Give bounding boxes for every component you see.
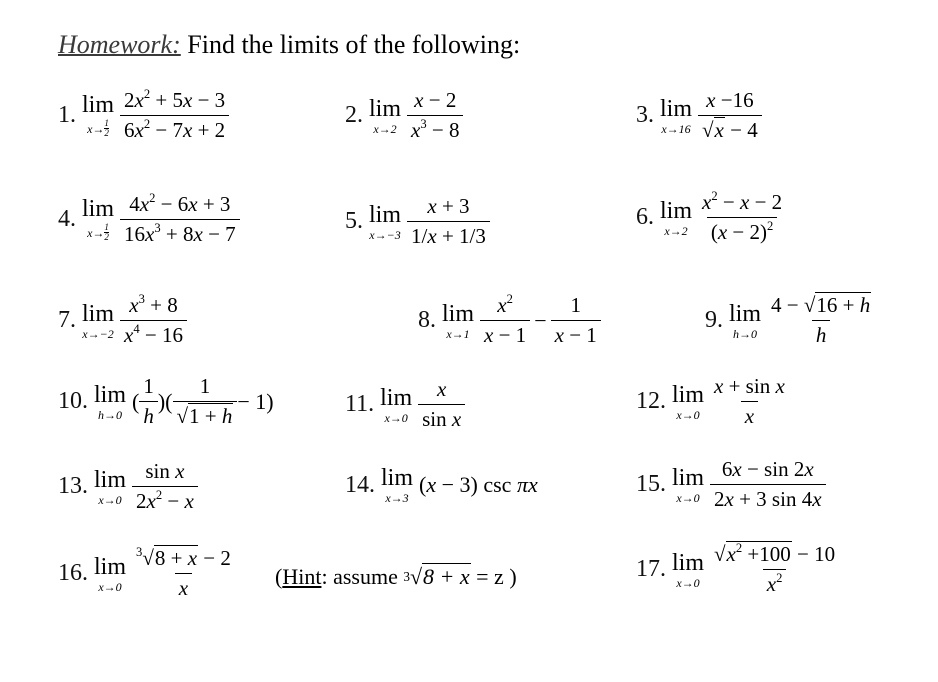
root-sign: √ bbox=[409, 563, 423, 589]
problem-number: 12. bbox=[636, 388, 666, 415]
numerator: 1 bbox=[199, 374, 211, 398]
limit-operator bbox=[672, 383, 704, 421]
fraction bbox=[132, 459, 198, 514]
limit-operator bbox=[369, 97, 401, 135]
problem-number: 13. bbox=[58, 473, 88, 500]
hint-radicand: 8 + x bbox=[423, 564, 470, 589]
numerator: $4x^2 - 6x + 3$ bbox=[129, 191, 231, 216]
paren: ( bbox=[132, 388, 140, 414]
limit-subscript: x→0 bbox=[98, 492, 122, 507]
lim-word: lim bbox=[660, 95, 693, 122]
problem-2 bbox=[345, 88, 463, 143]
fraction bbox=[407, 88, 463, 143]
limit-subscript: x→0 bbox=[676, 407, 700, 422]
denominator: x bbox=[175, 573, 192, 601]
lim-word: lim bbox=[369, 201, 402, 228]
lim-word: lim bbox=[82, 196, 115, 223]
problem-3 bbox=[636, 88, 762, 143]
fraction bbox=[480, 293, 530, 348]
problem-8 bbox=[418, 293, 601, 348]
fraction bbox=[120, 88, 229, 143]
numerator: x −16 bbox=[706, 88, 754, 112]
problem-4 bbox=[58, 192, 240, 247]
problem-number: 16. bbox=[58, 560, 88, 587]
problem-number: 11. bbox=[345, 391, 375, 418]
denominator: √1 + h bbox=[173, 401, 238, 429]
limit-operator bbox=[672, 466, 704, 504]
numerator: x bbox=[437, 377, 447, 401]
fraction bbox=[710, 457, 826, 512]
problem-number: 6. bbox=[636, 204, 654, 231]
fraction bbox=[698, 190, 786, 245]
denominator: $x^2$ bbox=[763, 569, 787, 597]
problem-17 bbox=[636, 542, 839, 597]
problem-number: 10. bbox=[58, 388, 88, 415]
limit-subscript: x→2 bbox=[373, 121, 397, 136]
fraction bbox=[120, 192, 240, 247]
limit-subscript: x→0 bbox=[98, 579, 122, 594]
limit-subscript: x→2 bbox=[664, 223, 688, 238]
fraction bbox=[139, 374, 158, 429]
limit-subscript: x→−3 bbox=[369, 227, 401, 242]
problem-6 bbox=[636, 190, 786, 245]
limit-operator bbox=[94, 468, 126, 506]
problem-number: 14. bbox=[345, 471, 375, 498]
limit-subscript: x→3 bbox=[385, 491, 409, 505]
denominator: $6x^2 - 7x + 2$ bbox=[120, 115, 229, 143]
problem-5 bbox=[345, 194, 490, 249]
lim-word: lim bbox=[672, 549, 705, 576]
hint: ( Hint : assume 3 √ 8 + x = z ) bbox=[275, 563, 517, 589]
numerator: $√x^2 +100 - 10$ bbox=[714, 541, 836, 566]
limit-operator bbox=[729, 302, 761, 340]
lim-word: lim bbox=[82, 92, 115, 119]
paren: )( bbox=[157, 388, 173, 414]
limit-operator bbox=[381, 466, 413, 504]
numerator: $x^2$ bbox=[497, 292, 513, 317]
homework-label: Homework: bbox=[58, 30, 181, 59]
lim-word: lim bbox=[381, 465, 414, 491]
problem-14 bbox=[345, 466, 538, 504]
denominator: sin x bbox=[418, 404, 465, 432]
limit-operator bbox=[660, 97, 692, 135]
lim-word: lim bbox=[729, 300, 762, 327]
limit-operator bbox=[82, 302, 114, 340]
problem-11 bbox=[345, 377, 465, 432]
fraction bbox=[551, 293, 601, 348]
fraction bbox=[418, 377, 465, 432]
problem-7 bbox=[58, 293, 187, 348]
fraction bbox=[173, 374, 238, 429]
limit-operator bbox=[369, 203, 401, 241]
page-title bbox=[58, 30, 520, 60]
limit-subscript: x→ 1 2 bbox=[87, 118, 109, 139]
hint-label: Hint bbox=[282, 563, 322, 589]
fraction bbox=[710, 374, 789, 429]
problem-10 bbox=[58, 374, 274, 429]
lim-word: lim bbox=[82, 300, 115, 327]
fraction bbox=[698, 88, 762, 143]
limit-operator bbox=[380, 386, 412, 424]
limit-operator bbox=[82, 197, 114, 242]
fraction bbox=[710, 542, 839, 597]
problem-12 bbox=[636, 374, 789, 429]
lim-word: lim bbox=[94, 381, 127, 408]
denominator: x − 1 bbox=[551, 320, 601, 348]
denominator: x − 1 bbox=[480, 320, 530, 348]
lim-word: lim bbox=[94, 553, 127, 580]
denominator: 1/x + 1/3 bbox=[407, 221, 490, 249]
problem-number: 7. bbox=[58, 307, 76, 334]
problem-15 bbox=[636, 457, 826, 512]
numerator: 4 − √16 + h bbox=[771, 293, 871, 317]
lim-word: lim bbox=[672, 464, 705, 491]
denominator: $(x - 2)^2$ bbox=[707, 217, 777, 245]
problem-number: 15. bbox=[636, 471, 666, 498]
problem-9 bbox=[705, 293, 875, 348]
numerator: 1 bbox=[143, 374, 154, 398]
problem-number: 9. bbox=[705, 307, 723, 334]
numerator: $2x^2 + 5x - 3$ bbox=[124, 87, 226, 112]
limit-subscript: x→16 bbox=[661, 121, 691, 136]
fraction bbox=[767, 293, 875, 348]
paren: − 1) bbox=[237, 388, 274, 414]
numerator: x + 3 bbox=[427, 194, 470, 218]
numerator: 6x − sin 2x bbox=[721, 457, 814, 481]
expression: (x − 3) csc πx bbox=[419, 472, 538, 497]
limit-subscript: x→0 bbox=[384, 410, 408, 425]
hint-open-paren: ( bbox=[275, 563, 283, 589]
problem-number: 17. bbox=[636, 556, 666, 583]
limit-subscript: x→1 bbox=[446, 326, 470, 341]
limit-subscript: x→0 bbox=[676, 490, 700, 505]
limit-subscript: x→ 1 2 bbox=[87, 222, 109, 243]
hint-text: : assume bbox=[321, 563, 404, 589]
denominator: $x^3 - 8$ bbox=[407, 115, 463, 143]
limit-subscript: h→0 bbox=[98, 407, 122, 422]
problem-number: 4. bbox=[58, 206, 76, 233]
lim-word: lim bbox=[380, 384, 413, 411]
problem-number: 2. bbox=[345, 102, 363, 129]
subscript-fraction: 1 2 bbox=[104, 118, 109, 139]
problem-number: 1. bbox=[58, 102, 76, 129]
hint-rhs: = z ) bbox=[470, 563, 517, 589]
numerator: $^3$√8 + x − 2 bbox=[136, 545, 231, 570]
denominator: √x − 4 bbox=[698, 115, 762, 143]
denominator: 2x + 3 sin 4x bbox=[710, 484, 826, 512]
denominator: $16x^3 + 8x - 7$ bbox=[120, 219, 240, 247]
lim-word: lim bbox=[660, 197, 693, 224]
numerator: sin x bbox=[145, 459, 185, 483]
limit-operator bbox=[442, 302, 474, 340]
problem-number: 3. bbox=[636, 102, 654, 129]
lim-word: lim bbox=[369, 95, 402, 122]
denominator: x bbox=[741, 401, 758, 429]
fraction bbox=[407, 194, 490, 249]
denominator: h bbox=[139, 401, 158, 429]
limit-operator bbox=[660, 199, 692, 237]
subscript-fraction: 1 2 bbox=[104, 222, 109, 243]
problem-13 bbox=[58, 459, 198, 514]
numerator: $x^3 + 8$ bbox=[129, 292, 178, 317]
numerator: x − 2 bbox=[414, 88, 457, 112]
denominator: $x^4 - 16$ bbox=[120, 320, 187, 348]
denominator: h bbox=[812, 320, 831, 348]
lim-word: lim bbox=[672, 381, 705, 408]
fraction bbox=[132, 546, 235, 601]
numerator: x + sin x bbox=[714, 374, 785, 398]
title-text: Find the limits of the following: bbox=[180, 30, 521, 59]
problem-16 bbox=[58, 546, 235, 601]
lim-word: lim bbox=[94, 466, 127, 493]
limit-operator bbox=[82, 93, 114, 138]
limit-subscript: h→0 bbox=[733, 326, 757, 341]
numerator: $x^2 - x - 2$ bbox=[702, 189, 783, 214]
fraction bbox=[120, 293, 187, 348]
lim-word: lim bbox=[442, 300, 475, 327]
numerator: 1 bbox=[570, 293, 581, 317]
limit-operator bbox=[94, 555, 126, 593]
limit-operator bbox=[672, 551, 704, 589]
limit-subscript: x→0 bbox=[676, 575, 700, 590]
limit-operator bbox=[94, 383, 126, 421]
problem-1 bbox=[58, 88, 229, 143]
problem-number: 5. bbox=[345, 208, 363, 235]
denominator: $2x^2 - x$ bbox=[132, 486, 198, 514]
problem-number: 8. bbox=[418, 307, 436, 334]
limit-subscript: x→−2 bbox=[82, 326, 114, 341]
minus-sign: − bbox=[534, 307, 547, 333]
